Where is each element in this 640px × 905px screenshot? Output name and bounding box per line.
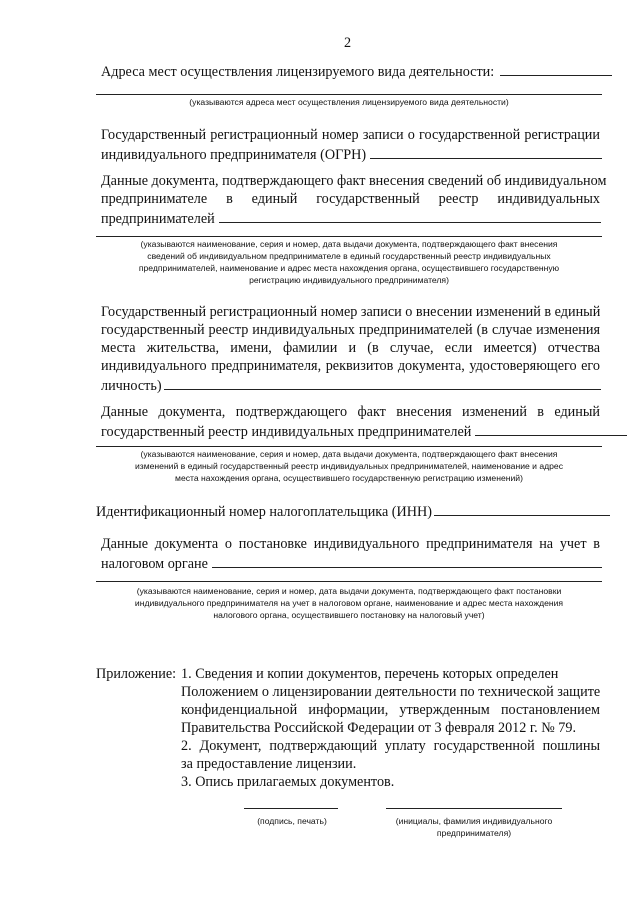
egrip-doc-label: предпринимателей <box>101 211 215 227</box>
appendix-item-1-line3: конфиденциальной информации, утвержденным постановлением <box>181 702 600 718</box>
inn-input-line[interactable] <box>434 501 610 516</box>
appendix-item-2-line1: 2. Документ, подтверждающий уплату государственной пошлины <box>181 738 600 754</box>
changes-doc-note-1: (указываются наименование, серия и номер, дата выдачи документа, подтверждающего факт внесения <box>140 449 558 459</box>
egrip-doc-note-4: регистрацию индивидуального предпринимателя) <box>249 275 449 285</box>
signature-label: (подпись, печать) <box>257 816 327 826</box>
appendix-item-3: 3. Опись прилагаемых документов. <box>181 774 395 790</box>
tax-doc-note-1: (указываются наименование, серия и номер, дата выдачи документа, подтверждающего факт постановки <box>136 586 562 596</box>
grn-changes-line3: места жительства, имени, фамилии и (в случае, если имеется) отчества <box>101 340 600 356</box>
ogrn-input-line[interactable] <box>370 144 602 159</box>
addresses-underline <box>96 94 602 95</box>
appendix-item-1-line1: 1. Сведения и копии документов, перечень которых определен <box>181 666 559 682</box>
inn-field <box>96 501 600 521</box>
grn-changes-field <box>101 375 600 395</box>
changes-doc-note-3: места нахождения органа, осуществившего государственную регистрацию изменений) <box>175 473 523 483</box>
grn-changes-label: личность) <box>101 378 162 394</box>
addresses-field <box>101 61 600 81</box>
appendix-item-1-line4: Правительства Российской Федерации от 3 февраля 2012 г. № 79. <box>181 720 577 736</box>
tax-doc-field <box>101 553 600 573</box>
tax-doc-note-3: налогового органа, осуществившего постановку на налоговый учет) <box>213 610 485 620</box>
grn-changes-input-line[interactable] <box>164 375 601 390</box>
changes-doc-input-line[interactable] <box>475 421 627 436</box>
egrip-doc-line1: Данные документа, подтверждающего факт внесения сведений об индивидуальном <box>101 173 607 189</box>
tax-doc-line1: Данные документа о постановке индивидуального предпринимателя на учет в <box>101 536 600 552</box>
tax-doc-note-2: индивидуального предпринимателя на учет в налоговом органе, наименование и адрес места нахождения <box>134 598 564 608</box>
tax-doc-label: налоговом органе <box>101 556 208 572</box>
addresses-label: Адреса мест осуществления лицензируемого вида деятельности: <box>101 64 495 80</box>
inn-label: Идентификационный номер налогоплательщика (ИНН) <box>96 504 432 520</box>
ogrn-label: индивидуального предпринимателя (ОГРН) <box>101 147 367 163</box>
ogrn-line1: Государственный регистрационный номер записи о государственной регистрации <box>101 127 600 143</box>
egrip-doc-note-2: сведений об индивидуальном предпринимателе в единый государственный реестр индивидуальных <box>147 251 551 261</box>
grn-changes-line2: государственный реестр индивидуальных предпринимателей (в случае изменения <box>101 322 600 338</box>
appendix-item-2-line2: за предоставление лицензии. <box>181 756 357 772</box>
egrip-doc-input-line[interactable] <box>219 208 601 223</box>
appendix-item-1-line2: Положением о лицензировании деятельности по технической защите <box>181 684 601 700</box>
egrip-doc-underline <box>96 236 602 237</box>
name-label-line2: предпринимателя) <box>436 828 512 838</box>
changes-doc-field <box>101 421 600 441</box>
egrip-doc-line2: предпринимателе в единый государственный реестр индивидуальных <box>101 191 600 207</box>
tax-doc-underline <box>96 581 602 582</box>
changes-doc-underline <box>96 446 602 447</box>
egrip-doc-note-3: предпринимателей, наименование и адрес места нахождения органа, осуществившего государственную <box>138 263 560 273</box>
egrip-doc-note-1: (указываются наименование, серия и номер, дата выдачи документа, подтверждающего факт внесения <box>140 239 558 249</box>
egrip-doc-field <box>101 208 600 228</box>
signature-line[interactable] <box>244 808 338 809</box>
grn-changes-line1: Государственный регистрационный номер записи о внесении изменений в единый <box>101 304 601 320</box>
ogrn-field <box>101 144 600 164</box>
appendix-label: Приложение: <box>96 666 177 682</box>
tax-doc-input-line[interactable] <box>212 553 602 568</box>
changes-doc-line1: Данные документа, подтверждающего факт внесения изменений в единый <box>101 404 600 420</box>
name-line[interactable] <box>386 808 562 809</box>
changes-doc-label: государственный реестр индивидуальных предпринимателей <box>101 424 472 440</box>
page-number: 2 <box>344 35 352 51</box>
name-label-line1: (инициалы, фамилия индивидуального <box>395 816 553 826</box>
grn-changes-line4: индивидуального предпринимателя, реквизитов документа, удостоверяющего его <box>101 358 600 374</box>
addresses-input-line[interactable] <box>500 61 612 76</box>
changes-doc-note-2: изменений в единый государственный реестр индивидуальных предпринимателей, наименование и адрес <box>134 461 564 471</box>
addresses-note: (указываются адреса мест осуществления лицензируемого вида деятельности) <box>189 97 509 107</box>
